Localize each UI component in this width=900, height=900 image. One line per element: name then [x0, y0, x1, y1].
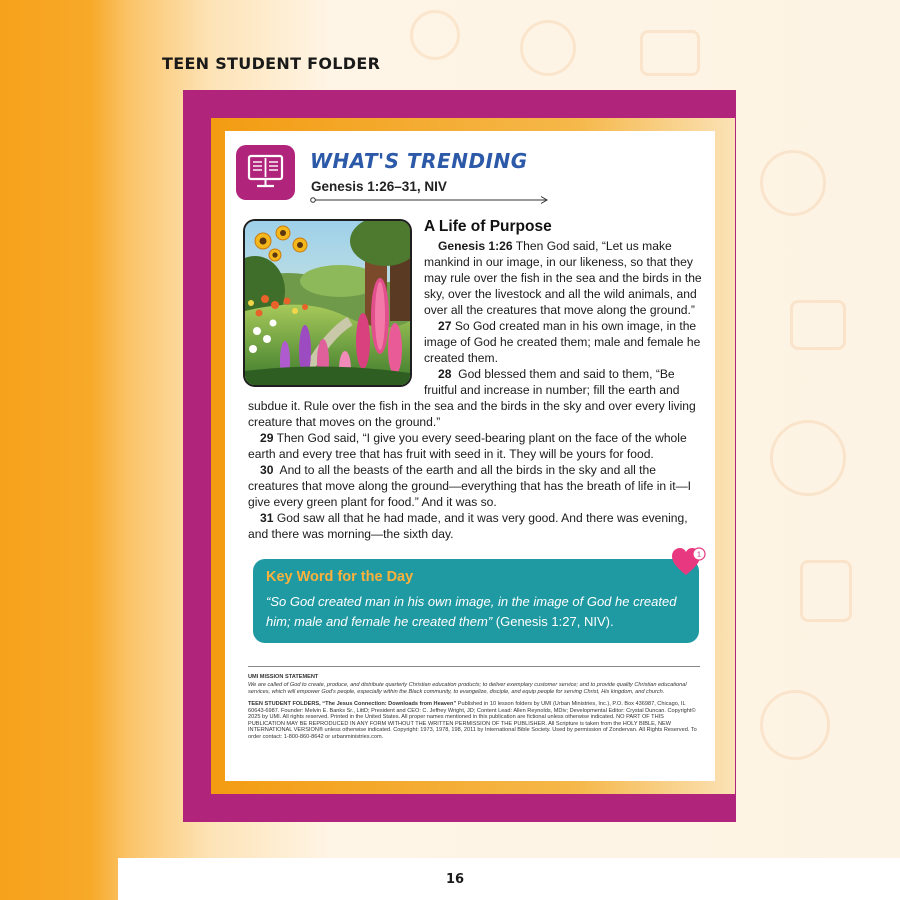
- verse-line: 28 God blessed them and said to them, “Be: [438, 367, 675, 381]
- publication-title: TEEN STUDENT FOLDERS, “The Jesus Connection: Downloads from Heaven”: [248, 701, 457, 707]
- publication-text: Published in 10 lesson folders by UMI (Urban Ministries, Inc.), P.O. Box 436987, Chicago, IL 60643-6987. Founder: Melvin E. Banks Sr., LittD; President and CEO: C. Jeffrey Wright, JD; Content Lead: Allen Reynolds, MDiv; Developmental Editor: Crystal Duncan. Copyright© 2025 by UMI. All rights reserved. Printed in the United States. All proper names mentioned in this publication are fictional unless otherwise indicated. NO PART OF THIS PUBLICATION MAY BE REPRODUCED IN ANY FORM WITHOUT THE WRITTEN PERMISSION OF THE PUBLISHER. All Scripture is taken from the HOLY BIBLE, NEW INTERNATIONAL VERSION® unless otherwise indicated. Copyright: 1973, 1978, 198, 2011 by International Bible Society. Used by permission of Zondervan. All Rights Reserved. To order contact: 1-800-860-8642 or urbanministries.com.: [248, 701, 697, 740]
- publication-info: [248, 701, 700, 741]
- garden-illustration: [245, 221, 410, 385]
- background-doodle-icon: [760, 690, 830, 760]
- verse-line: fruitful and increase in number; fill the earth and: [424, 383, 680, 397]
- background-doodle-icon: [770, 420, 846, 496]
- key-word-quote: [266, 592, 691, 632]
- key-verse: “So God created man in his own image, in the image of God he created him; male and female he created them”: [266, 594, 677, 629]
- verse-line: created them.: [424, 351, 498, 365]
- verse-line: mankind in our image, in our likeness, so that they: [424, 255, 693, 269]
- scripture-reference: Genesis 1:26–31, NIV: [311, 179, 447, 194]
- folder-header-title: TEEN STUDENT FOLDER: [162, 54, 381, 73]
- verse-line: 27 So God created man in his own image, in the: [438, 319, 697, 333]
- background-doodle-icon: [790, 300, 846, 350]
- section-title: WHAT'S TRENDING: [310, 149, 528, 173]
- mission-heading: UMI MISSION STATEMENT: [248, 674, 319, 680]
- divider: [248, 666, 700, 667]
- badge-number: 1: [696, 549, 702, 559]
- verse-line: 29 Then God said, “I give you every seed-bearing plant on the face of the whole: [260, 431, 687, 445]
- verse-line: image of God he created them; male and female he: [424, 335, 701, 349]
- reading-title: A Life of Purpose: [424, 218, 552, 235]
- mission-statement: We are called of God to create, produce, and distribute quarterly Christian education products; to deliver exemplary customer service; and to provide quality Christian educational services, which will empower God's people, especially within the Black community, to evangelize, disciple, and equip people for serving Christ, His kingdom, and church.: [248, 682, 687, 695]
- verse-line: creatures that move along the ground—everything that has the breath of life in it—I: [248, 479, 692, 493]
- verse-line: Genesis 1:26 Then God said, “Let us make: [438, 239, 672, 253]
- arrow-divider: [310, 195, 550, 205]
- verse-line: subdue it. Rule over the fish in the sea and the birds in the sky and over every living: [248, 399, 696, 413]
- background-doodle-icon: [520, 20, 576, 76]
- verse-line: earth and every tree that has fruit with seed in it. They will be yours for food.: [248, 447, 654, 461]
- verse-line: creature that moves on the ground.”: [248, 415, 441, 429]
- key-verse-citation: (Genesis 1:27, NIV).: [492, 614, 614, 629]
- heart-badge-icon: [671, 546, 707, 578]
- background-doodle-icon: [410, 10, 460, 60]
- background-doodle-icon: [800, 560, 852, 622]
- bottom-band: [118, 858, 900, 900]
- verse-line: 30 And to all the beasts of the earth and all the birds in the sky and all the: [260, 463, 656, 477]
- bible-screen-icon: [236, 145, 295, 200]
- page-number: 16: [445, 872, 465, 887]
- background-doodle-icon: [640, 30, 700, 76]
- verse-line: sky, over the livestock and all the wild animals, and: [424, 287, 697, 301]
- verse-line: may rule over the fish in the sea and the birds in the: [424, 271, 702, 285]
- verse-line: and there was morning—the sixth day.: [248, 527, 454, 541]
- verse-line: give every green plant for food.” And it was so.: [248, 495, 497, 509]
- key-word-title: Key Word for the Day: [266, 569, 414, 585]
- background-doodle-icon: [760, 150, 826, 216]
- verse-line: 31 God saw all that he had made, and it was very good. And there was evening,: [260, 511, 688, 525]
- verse-line: over all the creatures that move along the ground.”: [424, 303, 695, 317]
